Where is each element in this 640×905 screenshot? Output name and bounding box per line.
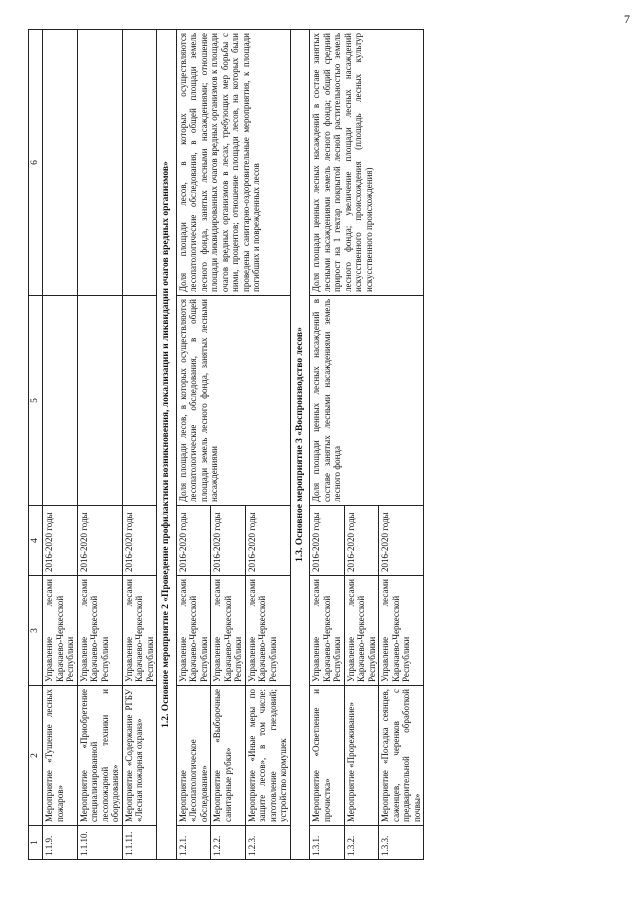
expected-result: Доля площади ценных лесных насаждений в составе занятых лесными насаждениями земель лесного фонда	[310, 296, 424, 506]
row-number: 1.3.1.	[310, 826, 345, 860]
measures-table	[28, 29, 424, 860]
row-number: 1.3.2.	[344, 826, 379, 860]
period: 2016-2020 годы	[43, 506, 78, 576]
period: 2016-2020 годы	[211, 506, 246, 576]
executor: Управление лесами Карачаево-Черкесской Республики	[176, 576, 211, 686]
rotated-table-container	[28, 30, 628, 860]
row-number: 1.1.11.	[122, 826, 157, 860]
table-row	[310, 30, 345, 860]
executor: Управление лесами Карачаево-Черкесской Республики	[77, 576, 122, 686]
row-number: 1.2.3.	[245, 826, 290, 860]
header-cell: 3	[29, 576, 43, 686]
table-row	[77, 30, 122, 860]
section-title: 1.3. Основное мероприятие 3 «Воспроизводство лесов»	[290, 30, 310, 860]
row-number: 1.2.2.	[211, 826, 246, 860]
measure-name: Мероприятие «Лесопатологическое обследование»	[176, 686, 211, 826]
indicator	[77, 30, 122, 296]
expected-result: Доля площади лесов, в которых осуществляются лесопатологические обследования, в общей площади земель лесного фонда, занятых лесными насаждениями	[176, 296, 290, 506]
section-title: 1.2. Основное мероприятие 2 «Проведение профилактики возникновения, локализации и ликвидации очагов вредных организмов»	[157, 30, 177, 860]
measure-name: Мероприятие «Иные меры по защите лесов», в том числе: изготовление гнездовий; устройство кормушек	[245, 686, 290, 826]
expected-result	[122, 296, 157, 506]
header-cell: 1	[29, 826, 43, 860]
expected-result	[77, 296, 122, 506]
period: 2016-2020 годы	[122, 506, 157, 576]
header-cell: 2	[29, 686, 43, 826]
measure-name: Мероприятие «Осветление и прочистка»	[310, 686, 345, 826]
period: 2016-2020 годы	[245, 506, 290, 576]
executor: Управление лесами Карачаево-Черкесской Республики	[344, 576, 379, 686]
executor: Управление лесами Карачаево-Черкесской Республики	[379, 576, 424, 686]
period: 2016-2020 годы	[344, 506, 379, 576]
header-cell: 5	[29, 296, 43, 506]
indicator: Доля площади ценных лесных насаждений в составе занятых лесными насаждениями земель лесного фонда; общий средний прирост на 1 гектар покрытой лесной растительностью земель лесного фонда; увеличение площади лесных насаждений искусственного происхождения (площадь лесных культур искусственного происхождения)	[310, 30, 424, 296]
executor: Управление лесами Карачаево-Черкесской Республики	[43, 576, 78, 686]
measure-name: Мероприятие «Прореживание»	[344, 686, 379, 826]
indicator: Доля площади лесов, в которых осуществляются лесопатологические обследования, в общей площади земель лесного фонда, занятых лесными насаждениями; отношение площади ликвидированных очагов вредных организмов к площади очагов вредных организмов в лесах, требующих мер борьбы с ними, процентов; отношение площади лесов, на которых были проведены санитарно-оздоровительные мероприятия, к площади погибших и поврежденных лесов	[176, 30, 290, 296]
header-cell: 4	[29, 506, 43, 576]
section-row	[157, 30, 177, 860]
measure-name: Мероприятие «Приобретение специализированной лесопожарной техники и оборудования»	[77, 686, 122, 826]
row-number: 1.1.9.	[43, 826, 78, 860]
row-number: 1.1.10.	[77, 826, 122, 860]
row-number: 1.2.1.	[176, 826, 211, 860]
indicator	[122, 30, 157, 296]
measure-name: Мероприятие «Содержание РГБУ «Лесная пожарная охрана»	[122, 686, 157, 826]
period: 2016-2020 годы	[310, 506, 345, 576]
page-number: 7	[624, 12, 630, 26]
table-row	[43, 30, 78, 860]
executor: Управление лесами Карачаево-Черкесской Республики	[122, 576, 157, 686]
executor: Управление лесами Карачаево-Черкесской Республики	[310, 576, 345, 686]
row-number: 1.3.3.	[379, 826, 424, 860]
period: 2016-2020 годы	[379, 506, 424, 576]
table-row	[122, 30, 157, 860]
measure-name: Мероприятие «Тушение лесных пожаров»	[43, 686, 78, 826]
indicator	[43, 30, 78, 296]
executor: Управление лесами Карачаево-Черкесской Республики	[245, 576, 290, 686]
executor: Управление лесами Карачаево-Черкесской Республики	[211, 576, 246, 686]
measure-name: Мероприятие «Выборочные санитарные рубки»	[211, 686, 246, 826]
section-row	[290, 30, 310, 860]
header-row	[29, 30, 43, 860]
expected-result	[43, 296, 78, 506]
measure-name: Мероприятие «Посадка сеянцев, саженцев, черенков с предварительной обработкой почвы»	[379, 686, 424, 826]
header-cell: 6	[29, 30, 43, 296]
table-row	[176, 30, 211, 860]
period: 2016-2020 годы	[77, 506, 122, 576]
period: 2016-2020 годы	[176, 506, 211, 576]
